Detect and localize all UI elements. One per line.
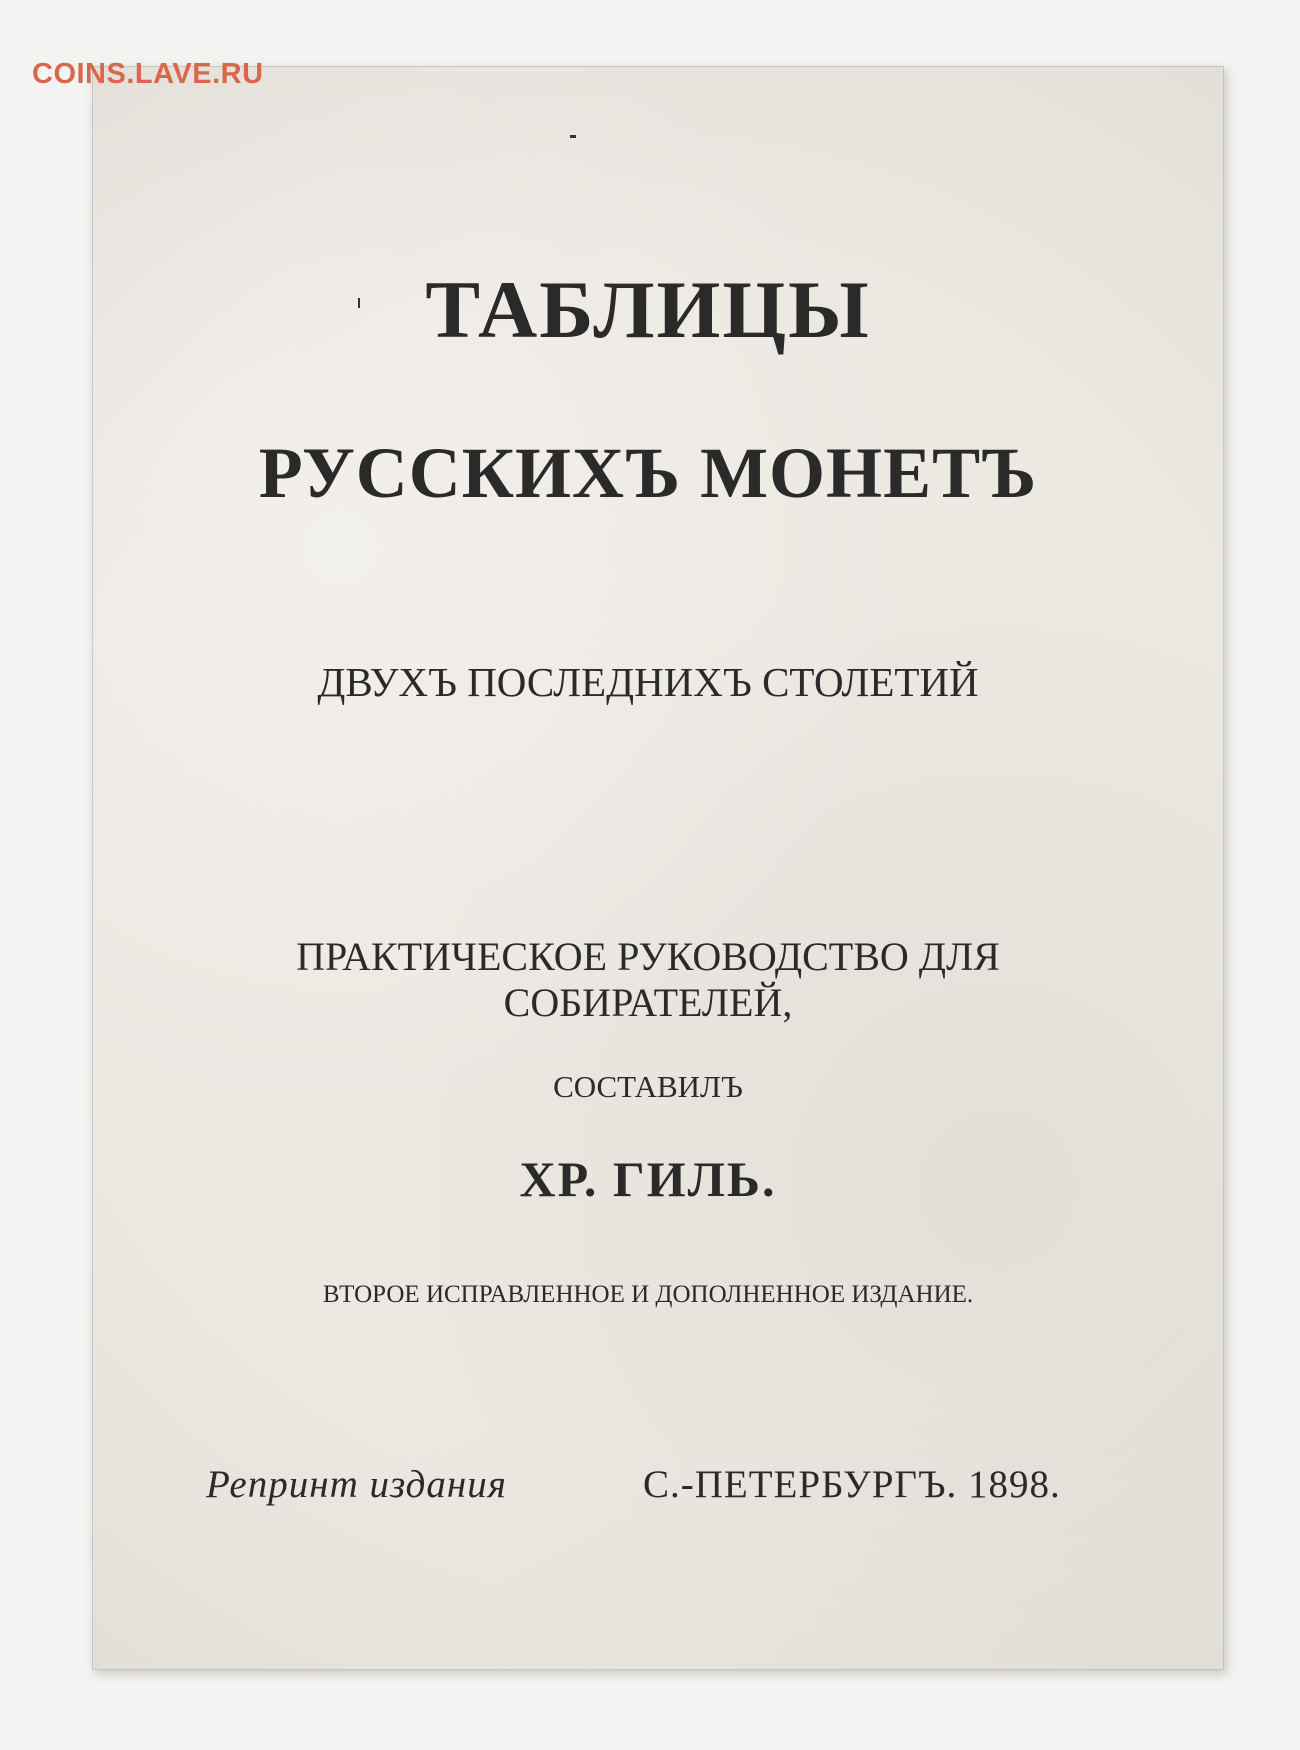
author-name: ХР. ГИЛЬ. — [519, 1151, 777, 1207]
publication-place-year: С.-ПЕТЕРБУРГЪ. 1898. — [643, 1463, 1061, 1506]
watermark-text: COINS.LAVE.RU — [32, 58, 264, 90]
edition-note: ВТОРОЕ ИСПРАВЛЕННОЕ И ДОПОЛНЕННОЕ ИЗДАНИЕ. — [322, 1281, 974, 1308]
book-title-line-2: РУССКИХЪ МОНЕТЪ — [258, 433, 1038, 513]
reprint-note: Репринт издания — [206, 1463, 507, 1506]
guide-line-2: СОБИРАТЕЛЕЙ, — [503, 980, 793, 1025]
compiled-by-label: СОСТАВИЛЪ — [553, 1069, 743, 1104]
cover-footer — [0, 1462, 1300, 1512]
paper-speck — [570, 135, 576, 138]
guide-line-1: ПРАКТИЧЕСКОЕ РУКОВОДСТВО ДЛЯ — [296, 934, 1000, 979]
book-title-line-1: ТАБЛИЦЫ — [425, 264, 871, 355]
book-subtitle: ДВУХЪ ПОСЛЕДНИХЪ СТОЛЕТИЙ — [317, 659, 979, 705]
